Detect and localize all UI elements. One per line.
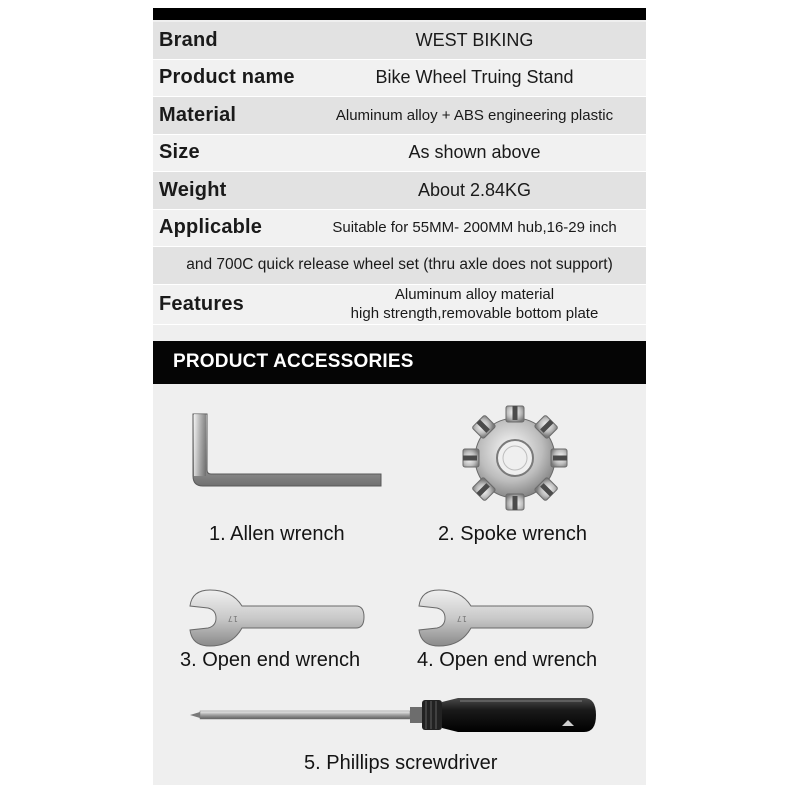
spec-value: Aluminum alloy + ABS engineering plastic [335, 106, 614, 124]
allen-wrench-icon [185, 410, 385, 490]
svg-text:17: 17 [456, 614, 467, 623]
spec-value [303, 285, 646, 323]
spec-value-continued: and 700C quick release wheel set (thru axle does not support) [186, 256, 613, 274]
spec-table [153, 22, 646, 325]
spec-value: As shown above [408, 142, 541, 163]
spec-label: Brand [159, 28, 218, 51]
spoke-wrench-icon [460, 403, 570, 513]
spec-row-features [153, 285, 646, 325]
spec-label: Product name [159, 66, 295, 89]
spec-row-size [153, 135, 646, 173]
spec-row-weight [153, 172, 646, 210]
features-line-1: Aluminum alloy material [394, 286, 555, 303]
accessory-caption-5: 5. Phillips screwdriver [304, 752, 498, 774]
spec-row-product-name [153, 60, 646, 98]
accessory-caption-2: 2. Spoke wrench [438, 523, 587, 545]
spec-value: About 2.84KG [417, 179, 532, 200]
features-line-2: high strength,removable bottom plate [350, 305, 599, 322]
product-spec-sheet [153, 8, 646, 785]
accessories-heading-bar [153, 341, 646, 384]
spec-value: WEST BIKING [415, 29, 534, 50]
open-end-wrench-icon [186, 588, 366, 650]
spec-label: Material [159, 103, 237, 126]
spec-value: Suitable for 55MM- 200MM hub,16-29 inch [332, 219, 617, 237]
accessories-heading: PRODUCT ACCESSORIES [173, 351, 414, 372]
spec-row-applicable-continued [153, 247, 646, 285]
accessory-caption-1: 1. Allen wrench [209, 523, 345, 545]
spec-label: Weight [159, 178, 227, 201]
spec-label: Size [159, 141, 200, 164]
top-black-bar [153, 8, 646, 20]
spec-label: Applicable [159, 216, 263, 239]
svg-text:17: 17 [227, 614, 238, 623]
accessory-caption-3: 3. Open end wrench [180, 649, 361, 671]
open-end-wrench-icon [415, 588, 595, 650]
spec-row-material [153, 97, 646, 135]
phillips-screwdriver-icon [188, 690, 598, 740]
accessory-caption-4: 4. Open end wrench [417, 649, 598, 671]
spec-label: Features [159, 292, 244, 315]
spec-value: Bike Wheel Truing Stand [375, 67, 574, 88]
spec-row-brand [153, 22, 646, 60]
spec-row-applicable [153, 210, 646, 248]
